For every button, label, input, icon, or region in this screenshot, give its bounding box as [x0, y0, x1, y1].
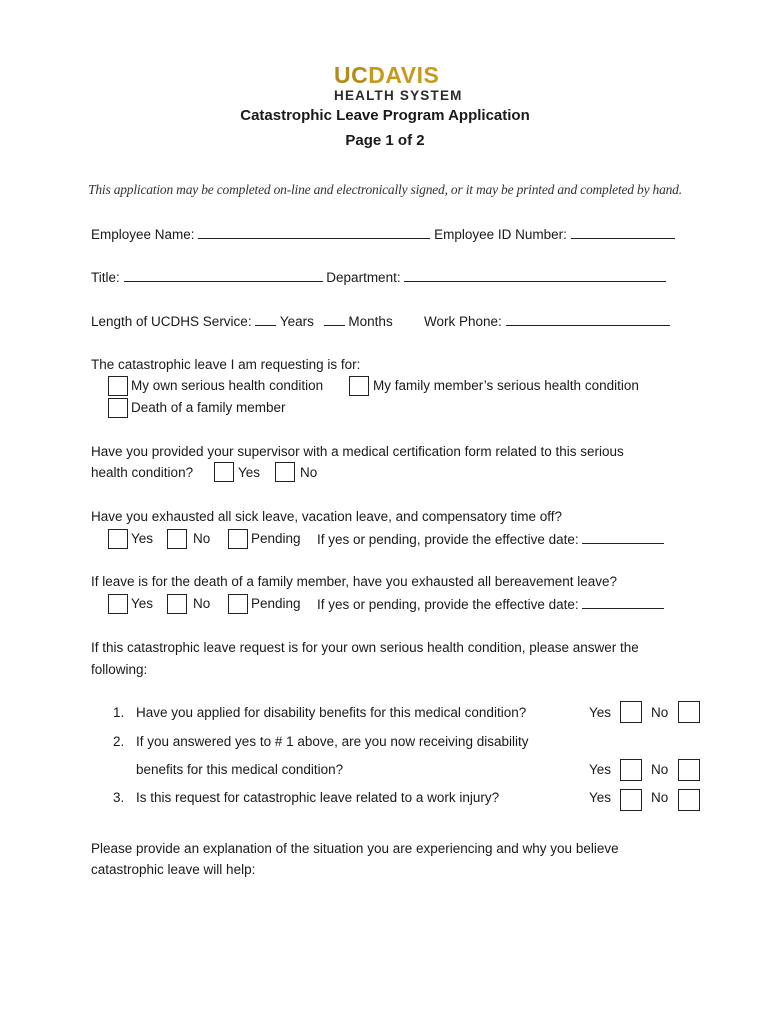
length-of-service-label: Length of UCDHS Service:: [91, 314, 252, 329]
exhausted-yes-label: Yes: [131, 531, 154, 546]
q2-no-checkbox[interactable]: [678, 759, 700, 781]
title-field[interactable]: [124, 269, 323, 282]
death-family-checkbox[interactable]: [108, 398, 128, 418]
months-field[interactable]: [324, 313, 345, 326]
q3-yes-label: Yes: [589, 790, 612, 805]
logo-health-system: HEALTH SYSTEM: [334, 88, 463, 103]
own-condition-checkbox[interactable]: [108, 376, 128, 396]
work-phone-field[interactable]: [506, 313, 670, 326]
years-label: Years: [279, 314, 314, 329]
department-field[interactable]: [404, 269, 666, 282]
own-condition-label: My own serious health condition: [131, 378, 324, 393]
explanation-line2: catastrophic leave will help:: [91, 862, 256, 877]
employee-name-row: [91, 226, 675, 242]
q1-yes-label: Yes: [589, 705, 612, 720]
bereavement-pending-checkbox[interactable]: [228, 594, 248, 614]
employee-name-field[interactable]: [198, 226, 430, 239]
employee-id-label: Employee ID Number:: [434, 227, 567, 242]
ucdavis-logo: [334, 64, 439, 87]
logo-davis-text: DAVIS: [368, 62, 440, 88]
death-family-label: Death of a family member: [131, 400, 286, 415]
title-label: Title:: [91, 270, 120, 285]
bereavement-effective-label: If yes or pending, provide the effective date:: [317, 597, 579, 612]
exhausted-effective-date-field[interactable]: [582, 531, 664, 544]
exhausted-no-checkbox[interactable]: [167, 529, 187, 549]
q2-text-line1: If you answered yes to # 1 above, are you now receiving disability: [136, 734, 529, 749]
own-condition-intro-line1: If this catastrophic leave request is for your own serious health condition, please answer the: [91, 640, 639, 655]
medical-cert-yes-checkbox[interactable]: [214, 462, 234, 482]
department-label: Department:: [326, 270, 401, 285]
exhausted-question: Have you exhausted all sick leave, vacation leave, and compensatory time off?: [91, 509, 563, 524]
bereavement-no-label: No: [193, 596, 211, 611]
leave-for-question: The catastrophic leave I am requesting is for:: [91, 357, 361, 372]
q1-text: Have you applied for disability benefits for this medical condition?: [136, 705, 527, 720]
bereavement-no-checkbox[interactable]: [167, 594, 187, 614]
medical-cert-question-line2: health condition?: [91, 465, 194, 480]
page-title: Catastrophic Leave Program Application: [240, 107, 530, 124]
medical-cert-no-label: No: [300, 465, 318, 480]
q3-yes-checkbox[interactable]: [620, 789, 642, 811]
bereavement-yes-label: Yes: [131, 596, 154, 611]
q3-no-label: No: [651, 790, 669, 805]
q2-yes-checkbox[interactable]: [620, 759, 642, 781]
medical-cert-yes-label: Yes: [238, 465, 261, 480]
bereavement-question: If leave is for the death of a family member, have you exhausted all bereavement leave?: [91, 574, 618, 589]
own-condition-intro-line2: following:: [91, 662, 148, 677]
employee-id-field[interactable]: [571, 226, 675, 239]
years-field[interactable]: [255, 313, 276, 326]
exhausted-effective-label: If yes or pending, provide the effective date:: [317, 532, 579, 547]
months-label: Months: [348, 314, 393, 329]
exhausted-no-label: No: [193, 531, 211, 546]
exhausted-pending-label: Pending: [251, 531, 301, 546]
work-phone-row: [424, 313, 670, 329]
work-phone-label: Work Phone:: [424, 314, 502, 329]
exhausted-pending-checkbox[interactable]: [228, 529, 248, 549]
bereavement-effective-row: [317, 596, 664, 612]
q2-number: 2.: [113, 734, 125, 749]
medical-cert-question-line1: Have you provided your supervisor with a medical certification form related to this serious: [91, 444, 624, 459]
q2-no-label: No: [651, 762, 669, 777]
exhausted-effective-row: [317, 531, 664, 547]
service-row: [91, 313, 393, 329]
bereavement-yes-checkbox[interactable]: [108, 594, 128, 614]
q2-yes-label: Yes: [589, 762, 612, 777]
q1-no-checkbox[interactable]: [678, 701, 700, 723]
bereavement-pending-label: Pending: [251, 596, 301, 611]
page-number: Page 1 of 2: [345, 132, 425, 149]
q3-no-checkbox[interactable]: [678, 789, 700, 811]
bereavement-effective-date-field[interactable]: [582, 596, 664, 609]
q3-text: Is this request for catastrophic leave related to a work injury?: [136, 790, 500, 805]
q1-no-label: No: [651, 705, 669, 720]
explanation-line1: Please provide an explanation of the situation you are experiencing and why you believe: [91, 841, 619, 856]
exhausted-yes-checkbox[interactable]: [108, 529, 128, 549]
employee-name-label: Employee Name:: [91, 227, 195, 242]
logo-uc-text: UC: [334, 62, 369, 88]
title-row: [91, 269, 666, 285]
q2-text-line2: benefits for this medical condition?: [136, 762, 344, 777]
family-condition-label: My family member’s serious health condition: [373, 378, 639, 393]
family-condition-checkbox[interactable]: [349, 376, 369, 396]
instruction-note: This application may be completed on-line and electronically signed, or it may be printed and completed by hand.: [88, 182, 682, 197]
q3-number: 3.: [113, 790, 125, 805]
medical-cert-no-checkbox[interactable]: [275, 462, 295, 482]
q1-number: 1.: [113, 705, 125, 720]
q1-yes-checkbox[interactable]: [620, 701, 642, 723]
